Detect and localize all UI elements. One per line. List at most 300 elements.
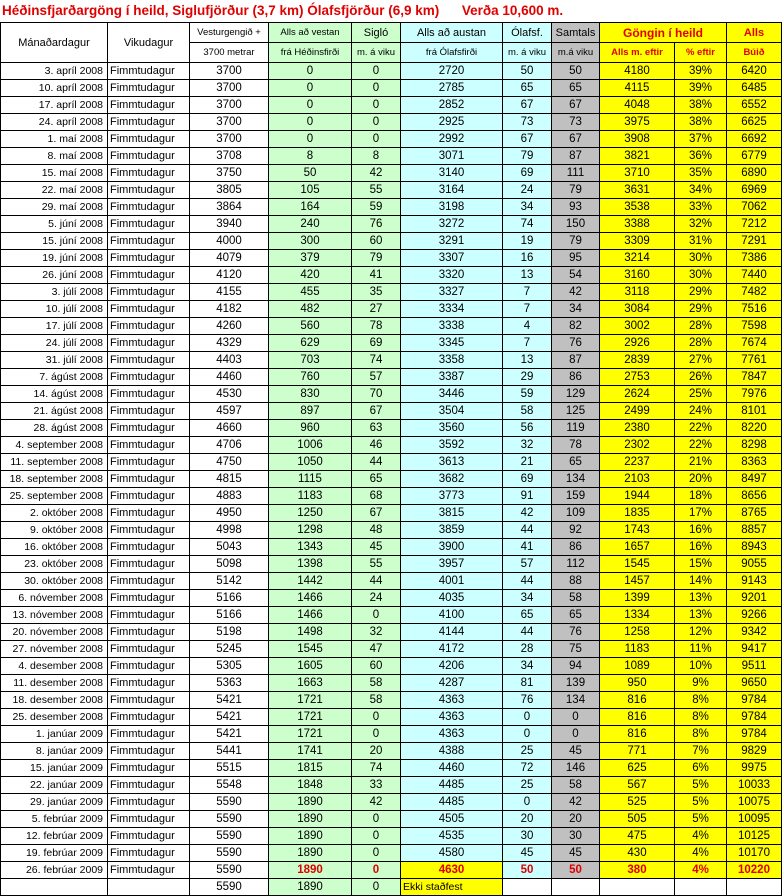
date-cell: 9. október 2008 (1, 522, 108, 539)
west-cumulative-cell: 1466 (269, 590, 352, 607)
total-week-cell: 119 (552, 420, 600, 437)
east-cumulative-cell: 3198 (401, 199, 503, 216)
percent-left-cell: 37% (675, 131, 727, 148)
east-cumulative-cell: 4485 (401, 794, 503, 811)
total-week-cell: 20 (552, 811, 600, 828)
percent-left-cell: 36% (675, 148, 727, 165)
weekday-cell: Fimmtudagur (108, 743, 190, 760)
metres-left-cell: 771 (600, 743, 675, 760)
east-cumulative-cell: 3592 (401, 437, 503, 454)
metres-left-cell: 1258 (600, 624, 675, 641)
west-cumulative-cell: 1050 (269, 454, 352, 471)
west-total-cell: 5421 (190, 726, 269, 743)
percent-left-cell: 29% (675, 284, 727, 301)
siglo-week-cell: 67 (352, 403, 401, 420)
total-week-cell: 76 (552, 335, 600, 352)
done-cell: 10033 (727, 777, 782, 794)
east-cumulative-cell: 3859 (401, 522, 503, 539)
footer-date-cell (1, 879, 108, 896)
percent-left-cell: 9% (675, 675, 727, 692)
table-row (1, 692, 782, 709)
table-row (1, 233, 782, 250)
done-cell: 9784 (727, 709, 782, 726)
olafsf-week-cell: 72 (503, 760, 552, 777)
olafsf-week-cell: 0 (503, 709, 552, 726)
table-row (1, 301, 782, 318)
total-week-cell: 0 (552, 709, 600, 726)
table-row (1, 437, 782, 454)
siglo-week-cell: 70 (352, 386, 401, 403)
west-cumulative-cell: 0 (269, 97, 352, 114)
date-cell: 1. janúar 2009 (1, 726, 108, 743)
west-total-cell: 5245 (190, 641, 269, 658)
percent-left-cell: 31% (675, 233, 727, 250)
done-cell: 7976 (727, 386, 782, 403)
total-week-cell: 65 (552, 80, 600, 97)
west-total-cell: 5142 (190, 573, 269, 590)
total-week-cell: 58 (552, 590, 600, 607)
west-cumulative-cell: 1466 (269, 607, 352, 624)
total-week-cell: 78 (552, 437, 600, 454)
weekday-cell: Fimmtudagur (108, 97, 190, 114)
west-total-cell: 4883 (190, 488, 269, 505)
table-row (1, 573, 782, 590)
west-total-cell: 5166 (190, 607, 269, 624)
date-cell: 19. febrúar 2009 (1, 845, 108, 862)
total-week-cell: 67 (552, 131, 600, 148)
west-cumulative-cell: 455 (269, 284, 352, 301)
weekday-cell: Fimmtudagur (108, 284, 190, 301)
west-cumulative-cell: 1890 (269, 811, 352, 828)
west-total-cell: 4706 (190, 437, 269, 454)
date-cell: 27. nóvember 2008 (1, 641, 108, 658)
olafsf-week-cell: 45 (503, 845, 552, 862)
west-cumulative-cell: 1815 (269, 760, 352, 777)
east-cumulative-cell: 4363 (401, 726, 503, 743)
percent-left-cell: 7% (675, 743, 727, 760)
metres-left-cell: 1743 (600, 522, 675, 539)
header-east-sub: frá Ólafsfirði (401, 43, 503, 63)
west-total-cell: 3940 (190, 216, 269, 233)
percent-left-cell: 4% (675, 828, 727, 845)
done-cell: 10125 (727, 828, 782, 845)
table-row (1, 454, 782, 471)
olafsf-week-cell: 34 (503, 590, 552, 607)
percent-left-cell: 30% (675, 250, 727, 267)
date-cell: 21. ágúst 2008 (1, 403, 108, 420)
footer-weekday-cell (108, 879, 190, 896)
percent-left-cell: 8% (675, 692, 727, 709)
siglo-week-cell: 76 (352, 216, 401, 233)
table-row (1, 556, 782, 573)
done-cell: 7062 (727, 199, 782, 216)
metres-left-cell: 2839 (600, 352, 675, 369)
siglo-week-cell: 0 (352, 862, 401, 879)
metres-left-cell: 4115 (600, 80, 675, 97)
olafsf-week-cell: 0 (503, 726, 552, 743)
west-cumulative-cell: 830 (269, 386, 352, 403)
percent-left-cell: 34% (675, 182, 727, 199)
metres-left-cell: 3908 (600, 131, 675, 148)
metres-left-cell: 3214 (600, 250, 675, 267)
total-week-cell: 42 (552, 284, 600, 301)
metres-left-cell: 950 (600, 675, 675, 692)
metres-left-cell: 1657 (600, 539, 675, 556)
olafsf-week-cell: 69 (503, 165, 552, 182)
west-total-cell: 4155 (190, 284, 269, 301)
olafsf-week-cell: 25 (503, 743, 552, 760)
siglo-week-cell: 32 (352, 624, 401, 641)
siglo-week-cell: 42 (352, 165, 401, 182)
siglo-week-cell: 0 (352, 63, 401, 80)
siglo-week-cell: 0 (352, 80, 401, 97)
west-total-cell: 4597 (190, 403, 269, 420)
weekday-cell: Fimmtudagur (108, 165, 190, 182)
west-total-cell: 4182 (190, 301, 269, 318)
olafsf-week-cell: 57 (503, 556, 552, 573)
east-cumulative-cell: 4580 (401, 845, 503, 862)
east-cumulative-cell: 3682 (401, 471, 503, 488)
metres-left-cell: 2302 (600, 437, 675, 454)
done-cell: 9055 (727, 556, 782, 573)
total-week-cell: 87 (552, 352, 600, 369)
title-length: Verða 10,600 m. (461, 3, 564, 18)
west-cumulative-cell: 1721 (269, 692, 352, 709)
percent-left-cell: 39% (675, 63, 727, 80)
weekday-cell: Fimmtudagur (108, 335, 190, 352)
west-cumulative-cell: 1721 (269, 709, 352, 726)
siglo-week-cell: 0 (352, 828, 401, 845)
olafsf-week-cell: 25 (503, 777, 552, 794)
percent-left-cell: 8% (675, 726, 727, 743)
date-cell: 23. október 2008 (1, 556, 108, 573)
table-row (1, 250, 782, 267)
total-week-cell: 82 (552, 318, 600, 335)
metres-left-cell: 1835 (600, 505, 675, 522)
total-week-cell: 139 (552, 675, 600, 692)
metres-left-cell: 2380 (600, 420, 675, 437)
weekday-cell: Fimmtudagur (108, 80, 190, 97)
total-week-cell: 67 (552, 97, 600, 114)
table-row (1, 352, 782, 369)
table-row (1, 403, 782, 420)
footer-west-cumulative-cell: 1890 (269, 879, 352, 896)
west-total-cell: 3700 (190, 63, 269, 80)
total-week-cell: 86 (552, 539, 600, 556)
siglo-week-cell: 0 (352, 114, 401, 131)
done-cell: 7482 (727, 284, 782, 301)
weekday-cell: Fimmtudagur (108, 63, 190, 80)
date-cell: 5. febrúar 2009 (1, 811, 108, 828)
table-row (1, 148, 782, 165)
metres-left-cell: 3631 (600, 182, 675, 199)
olafsf-week-cell: 13 (503, 267, 552, 284)
west-cumulative-cell: 1006 (269, 437, 352, 454)
siglo-week-cell: 74 (352, 352, 401, 369)
done-cell: 8656 (727, 488, 782, 505)
done-cell: 8298 (727, 437, 782, 454)
date-cell: 29. janúar 2009 (1, 794, 108, 811)
metres-left-cell: 2237 (600, 454, 675, 471)
weekday-cell: Fimmtudagur (108, 488, 190, 505)
table-row (1, 794, 782, 811)
header-alls: Alls (727, 23, 782, 43)
olafsf-week-cell: 7 (503, 284, 552, 301)
total-week-cell: 79 (552, 233, 600, 250)
weekday-cell: Fimmtudagur (108, 845, 190, 862)
date-cell: 15. júní 2008 (1, 233, 108, 250)
siglo-week-cell: 79 (352, 250, 401, 267)
percent-left-cell: 20% (675, 471, 727, 488)
siglo-week-cell: 48 (352, 522, 401, 539)
footer-percent-left-cell (675, 879, 727, 896)
header-east-from-olafsfjordur: Alls að austan (401, 23, 503, 43)
weekday-cell: Fimmtudagur (108, 233, 190, 250)
siglo-week-cell: 60 (352, 658, 401, 675)
weekday-cell: Fimmtudagur (108, 556, 190, 573)
metres-left-cell: 3975 (600, 114, 675, 131)
metres-left-cell: 1334 (600, 607, 675, 624)
total-week-cell: 42 (552, 794, 600, 811)
east-cumulative-cell: 4363 (401, 692, 503, 709)
west-total-cell: 4079 (190, 250, 269, 267)
olafsf-week-cell: 21 (503, 454, 552, 471)
weekday-cell: Fimmtudagur (108, 726, 190, 743)
percent-left-cell: 13% (675, 607, 727, 624)
west-total-cell: 5590 (190, 828, 269, 845)
done-cell: 10075 (727, 794, 782, 811)
table-row (1, 386, 782, 403)
east-cumulative-cell: 3164 (401, 182, 503, 199)
east-cumulative-cell: 3613 (401, 454, 503, 471)
date-cell: 1. maí 2008 (1, 131, 108, 148)
olafsf-week-cell: 29 (503, 369, 552, 386)
percent-left-cell: 6% (675, 760, 727, 777)
table-row (1, 522, 782, 539)
olafsf-week-cell: 73 (503, 114, 552, 131)
olafsf-week-cell: 32 (503, 437, 552, 454)
date-cell: 19. júní 2008 (1, 250, 108, 267)
percent-left-cell: 12% (675, 624, 727, 641)
done-cell: 8363 (727, 454, 782, 471)
weekday-cell: Fimmtudagur (108, 318, 190, 335)
metres-left-cell: 1089 (600, 658, 675, 675)
east-cumulative-cell: 4001 (401, 573, 503, 590)
metres-left-cell: 1399 (600, 590, 675, 607)
east-cumulative-cell: 3957 (401, 556, 503, 573)
olafsf-week-cell: 44 (503, 522, 552, 539)
weekday-cell: Fimmtudagur (108, 301, 190, 318)
date-cell: 17. apríl 2008 (1, 97, 108, 114)
table-row (1, 539, 782, 556)
date-cell: 10. apríl 2008 (1, 80, 108, 97)
percent-left-cell: 33% (675, 199, 727, 216)
done-cell: 9342 (727, 624, 782, 641)
olafsf-week-cell: 50 (503, 63, 552, 80)
east-cumulative-cell: 3334 (401, 301, 503, 318)
olafsf-week-cell: 28 (503, 641, 552, 658)
total-week-cell: 111 (552, 165, 600, 182)
west-total-cell: 3805 (190, 182, 269, 199)
weekday-cell: Fimmtudagur (108, 794, 190, 811)
siglo-week-cell: 60 (352, 233, 401, 250)
total-week-cell: 34 (552, 301, 600, 318)
weekday-cell: Fimmtudagur (108, 862, 190, 879)
date-cell: 2. október 2008 (1, 505, 108, 522)
west-cumulative-cell: 8 (269, 148, 352, 165)
total-week-cell: 159 (552, 488, 600, 505)
percent-left-cell: 10% (675, 658, 727, 675)
metres-left-cell: 1944 (600, 488, 675, 505)
total-week-cell: 30 (552, 828, 600, 845)
footer-row (1, 879, 782, 896)
table-row (1, 131, 782, 148)
olafsf-week-cell: 13 (503, 352, 552, 369)
east-cumulative-cell: 3320 (401, 267, 503, 284)
done-cell: 9975 (727, 760, 782, 777)
olafsf-week-cell: 67 (503, 131, 552, 148)
header-west-sub: frá Héðinsfirði (269, 43, 352, 63)
west-cumulative-cell: 1890 (269, 862, 352, 879)
west-total-cell: 4329 (190, 335, 269, 352)
olafsf-week-cell: 58 (503, 403, 552, 420)
siglo-week-cell: 0 (352, 726, 401, 743)
siglo-week-cell: 42 (352, 794, 401, 811)
total-week-cell: 134 (552, 692, 600, 709)
weekday-cell: Fimmtudagur (108, 386, 190, 403)
metres-left-cell: 2624 (600, 386, 675, 403)
west-cumulative-cell: 379 (269, 250, 352, 267)
date-cell: 15. maí 2008 (1, 165, 108, 182)
date-cell: 8. janúar 2009 (1, 743, 108, 760)
east-cumulative-cell: 3773 (401, 488, 503, 505)
done-cell: 6890 (727, 165, 782, 182)
footer-metres-left-cell (600, 879, 675, 896)
done-cell: 7212 (727, 216, 782, 233)
done-cell: 6692 (727, 131, 782, 148)
west-total-cell: 5421 (190, 709, 269, 726)
weekday-cell: Fimmtudagur (108, 250, 190, 267)
olafsf-week-cell: 20 (503, 811, 552, 828)
metres-left-cell: 816 (600, 726, 675, 743)
percent-left-cell: 38% (675, 97, 727, 114)
done-cell: 10095 (727, 811, 782, 828)
date-cell: 4. desember 2008 (1, 658, 108, 675)
weekday-cell: Fimmtudagur (108, 216, 190, 233)
west-cumulative-cell: 105 (269, 182, 352, 199)
east-cumulative-cell: 4363 (401, 709, 503, 726)
percent-left-cell: 30% (675, 267, 727, 284)
east-cumulative-cell: 4388 (401, 743, 503, 760)
total-week-cell: 86 (552, 369, 600, 386)
west-cumulative-cell: 0 (269, 63, 352, 80)
header-percent-left: % eftir (675, 43, 727, 63)
done-cell: 6779 (727, 148, 782, 165)
west-total-cell: 5590 (190, 811, 269, 828)
date-cell: 14. ágúst 2008 (1, 386, 108, 403)
percent-left-cell: 4% (675, 845, 727, 862)
percent-left-cell: 25% (675, 386, 727, 403)
table-row (1, 777, 782, 794)
olafsf-week-cell: 42 (503, 505, 552, 522)
metres-left-cell: 3309 (600, 233, 675, 250)
weekday-cell: Fimmtudagur (108, 641, 190, 658)
header-done: Búið (727, 43, 782, 63)
done-cell: 8765 (727, 505, 782, 522)
siglo-week-cell: 57 (352, 369, 401, 386)
metres-left-cell: 567 (600, 777, 675, 794)
olafsf-week-cell: 44 (503, 624, 552, 641)
date-cell: 15. janúar 2009 (1, 760, 108, 777)
olafsf-week-cell: 91 (503, 488, 552, 505)
table-row (1, 760, 782, 777)
west-total-cell: 4260 (190, 318, 269, 335)
done-cell: 6420 (727, 63, 782, 80)
siglo-week-cell: 27 (352, 301, 401, 318)
east-cumulative-cell: 3345 (401, 335, 503, 352)
olafsf-week-cell: 56 (503, 420, 552, 437)
total-week-cell: 95 (552, 250, 600, 267)
metres-left-cell: 430 (600, 845, 675, 862)
total-week-cell: 125 (552, 403, 600, 420)
west-cumulative-cell: 50 (269, 165, 352, 182)
table-row (1, 641, 782, 658)
table-row (1, 284, 782, 301)
sheet-title (0, 0, 783, 22)
siglo-week-cell: 55 (352, 556, 401, 573)
table-row (1, 199, 782, 216)
west-cumulative-cell: 960 (269, 420, 352, 437)
percent-left-cell: 17% (675, 505, 727, 522)
west-cumulative-cell: 1398 (269, 556, 352, 573)
total-week-cell: 93 (552, 199, 600, 216)
done-cell: 9784 (727, 692, 782, 709)
total-week-cell: 88 (552, 573, 600, 590)
header-siglo-sub: m. á viku (352, 43, 401, 63)
weekday-cell: Fimmtudagur (108, 522, 190, 539)
east-cumulative-cell: 3327 (401, 284, 503, 301)
percent-left-cell: 21% (675, 454, 727, 471)
table-row (1, 97, 782, 114)
table-row (1, 845, 782, 862)
east-cumulative-cell: 4535 (401, 828, 503, 845)
siglo-week-cell: 55 (352, 182, 401, 199)
west-cumulative-cell: 0 (269, 114, 352, 131)
olafsf-week-cell: 65 (503, 607, 552, 624)
west-total-cell: 3864 (190, 199, 269, 216)
west-total-cell: 5590 (190, 862, 269, 879)
table-row (1, 505, 782, 522)
siglo-week-cell: 0 (352, 607, 401, 624)
olafsf-week-cell: 30 (503, 828, 552, 845)
percent-left-cell: 26% (675, 369, 727, 386)
metres-left-cell: 1545 (600, 556, 675, 573)
west-cumulative-cell: 1343 (269, 539, 352, 556)
olafsf-week-cell: 19 (503, 233, 552, 250)
done-cell: 8101 (727, 403, 782, 420)
header-west-from-hedinsfjordur: Alls að vestan (269, 23, 352, 43)
metres-left-cell: 475 (600, 828, 675, 845)
footer-total-week-cell (552, 879, 600, 896)
total-week-cell: 150 (552, 216, 600, 233)
done-cell: 8857 (727, 522, 782, 539)
total-week-cell: 58 (552, 777, 600, 794)
siglo-week-cell: 44 (352, 454, 401, 471)
date-cell: 13. nóvember 2008 (1, 607, 108, 624)
west-total-cell: 5548 (190, 777, 269, 794)
table-row (1, 828, 782, 845)
weekday-cell: Fimmtudagur (108, 573, 190, 590)
